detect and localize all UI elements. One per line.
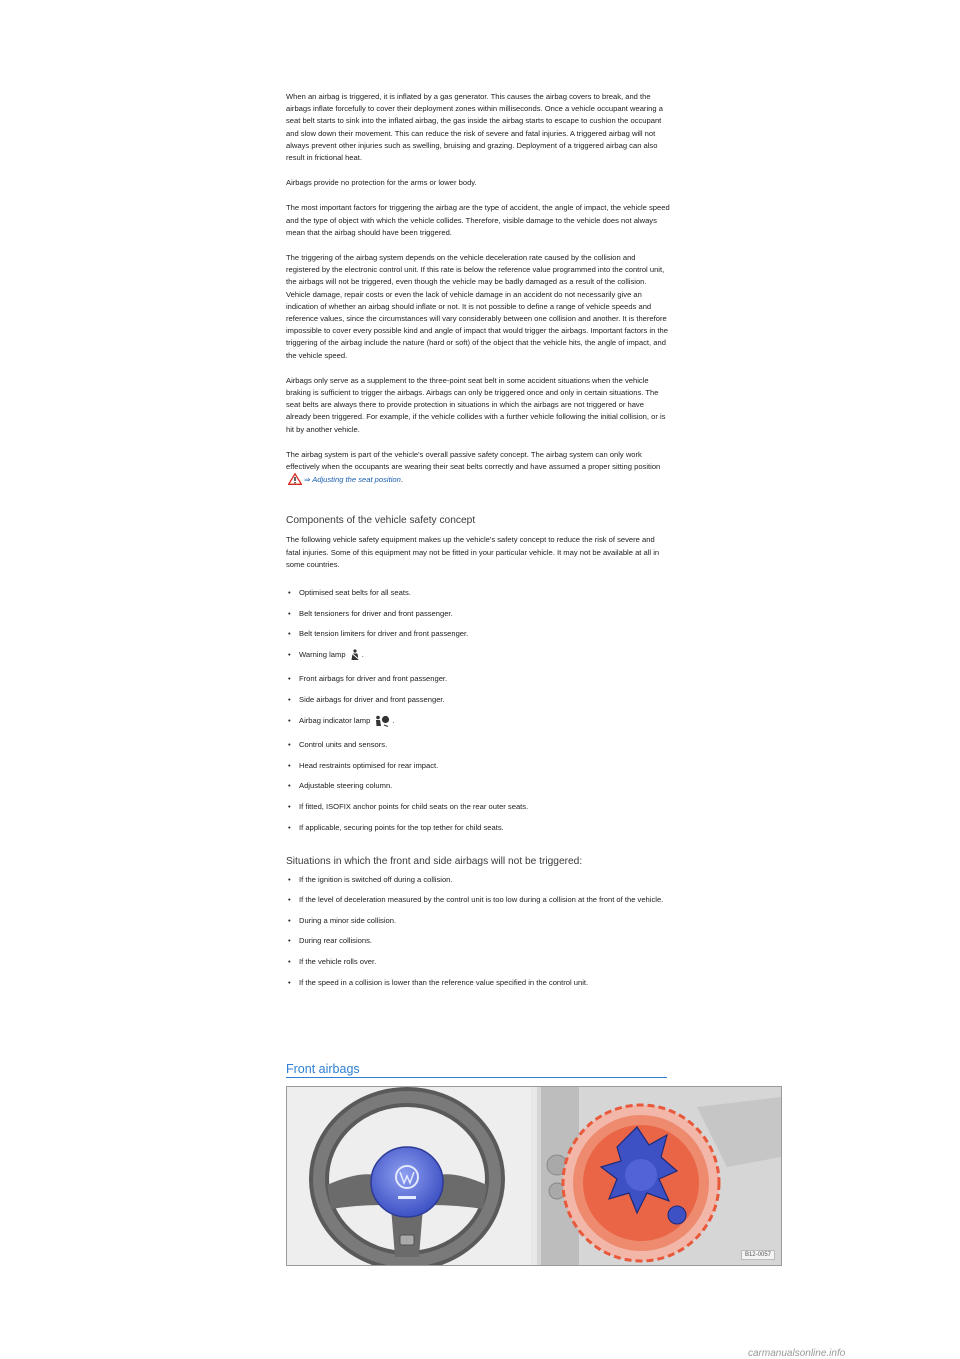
components-heading: Components of the vehicle safety concept: [286, 515, 476, 527]
list-item: • Control units and sensors.: [286, 739, 670, 750]
front-airbags-figure: [286, 1086, 782, 1266]
list-item: • Head restraints optimised for rear impact.: [286, 760, 670, 771]
situations-heading: Situations in which the front and side airbags will not be triggered:: [286, 855, 583, 867]
list-item: • If the level of deceleration measured by the control unit is too low during a collision at the front of the vehicle.: [286, 894, 670, 905]
list-item: [286, 649, 670, 664]
adjusting-seat-position-link[interactable]: ⇒ Adjusting the seat position: [304, 475, 401, 485]
components-list: [286, 587, 670, 833]
figure-code: B12-0057: [741, 1250, 775, 1260]
list-item: • If the speed in a collision is lower than the reference value specified in the control unit.: [286, 977, 670, 988]
list-item: • Belt tension limiters for driver and front passenger.: [286, 628, 670, 639]
list-item: [286, 715, 670, 730]
situations-list: [286, 874, 670, 988]
concept-text: The airbag system is part of the vehicle's overall passive safety concept. The airbag system can only work effectively when the occupants are wearing their seat belts correctly and have assumed a proper sitting position: [286, 449, 661, 472]
paragraph-supplement: Airbags only serve as a supplement to the three-point seat belt in some accident situations when the vehicle braking is sufficient to trigger the airbags. Airbags can only be triggered once and only in certain situations. The seat belts are always there to provide protection in situations in which the airbags are not triggered or have already been triggered. For example, if the vehicle collides with a further vehicle following the initial collision, or is hit by another vehicle.: [286, 375, 666, 434]
list-item: • During a minor side collision.: [286, 915, 670, 926]
list-item: • Front airbags for driver and front passenger.: [286, 673, 670, 684]
list-item: • Side airbags for driver and front passenger.: [286, 694, 670, 705]
steering-wheel-illustration: [287, 1087, 531, 1265]
list-item: • If the ignition is switched off during a collision.: [286, 874, 670, 885]
paragraph-concept: [286, 449, 670, 490]
list-item-label: Warning lamp: [299, 649, 346, 659]
seatbelt-warning-lamp-icon: [350, 649, 360, 664]
list-item: • If the vehicle rolls over.: [286, 956, 670, 967]
airbag-deployment-zone-illustration: [537, 1087, 781, 1265]
paragraph-protection: Airbags provide no protection for the arms or lower body.: [286, 178, 477, 188]
paragraph-inflation: When an airbag is triggered, it is inflated by a gas generator. This causes the airbag covers to break, and the airbags inflate forcefully to cover their deployment zones within milliseconds. Once a vehicle occupant wearing a seat belt starts to sink into the inflated airbag, the gas inside the airbag starts to escape to cushion the occupant and slow down their movement. This can reduce the risk of severe and fatal injuries. A triggered airbag will not always prevent other injuries such as swelling, bruising and grazing. Deployment of a triggered airbag can also result in frictional heat.: [286, 92, 663, 163]
chapter-title: Front airbags: [286, 1062, 667, 1078]
components-intro: The following vehicle safety equipment makes up the vehicle's safety concept to reduce the risk of severe and fatal injuries. Some of this equipment may not be fitted in your particular vehicle. It may not be available at all in some countries.: [286, 535, 660, 569]
airbag-indicator-lamp-icon: [374, 715, 390, 730]
concept-end: .: [400, 475, 403, 485]
list-item: • During rear collisions.: [286, 935, 670, 946]
warning-triangle-icon: [288, 473, 302, 489]
list-item: • If fitted, ISOFIX anchor points for child seats on the rear outer seats.: [286, 801, 670, 812]
list-item: • Optimised seat belts for all seats.: [286, 587, 670, 598]
paragraph-triggering: The triggering of the airbag system depends on the vehicle deceleration rate caused by the collision and registered by the electronic control unit. If this rate is below the reference value programmed into the control unit, the airbags will not be triggered, even though the vehicle may be badly damaged as a result of the collision. Vehicle damage, repair costs or even the lack of vehicle damage in an accident do not necessarily give an indication of whether an airbag should inflate or not. It is not possible to define a range of vehicle speeds and reference values, since the circumstances will vary considerably between one collision and another. It is therefore impossible to cover every possible kind and angle of impact that would trigger the airbags. Important factors in the triggering of the airbag include the nature (hard or soft) of the object that the vehicle hits, the angle of impact, and the vehicle speed.: [286, 253, 668, 360]
watermark: carmanualsonline.info: [748, 1348, 846, 1359]
list-item-end: .: [392, 715, 395, 725]
list-item-label: Airbag indicator lamp: [299, 715, 371, 725]
main-content: [286, 91, 670, 997]
list-item-end: .: [361, 649, 364, 659]
list-item: • Belt tensioners for driver and front passenger.: [286, 608, 670, 619]
list-item: • Adjustable steering column.: [286, 780, 670, 791]
list-item: • If applicable, securing points for the top tether for child seats.: [286, 822, 670, 833]
paragraph-factors: The most important factors for triggering the airbag are the type of accident, the angle of impact, the vehicle speed and the type of object with which the vehicle collides. Therefore, visible damage to the vehicle does not always mean that the airbag should have been triggered.: [286, 203, 670, 237]
